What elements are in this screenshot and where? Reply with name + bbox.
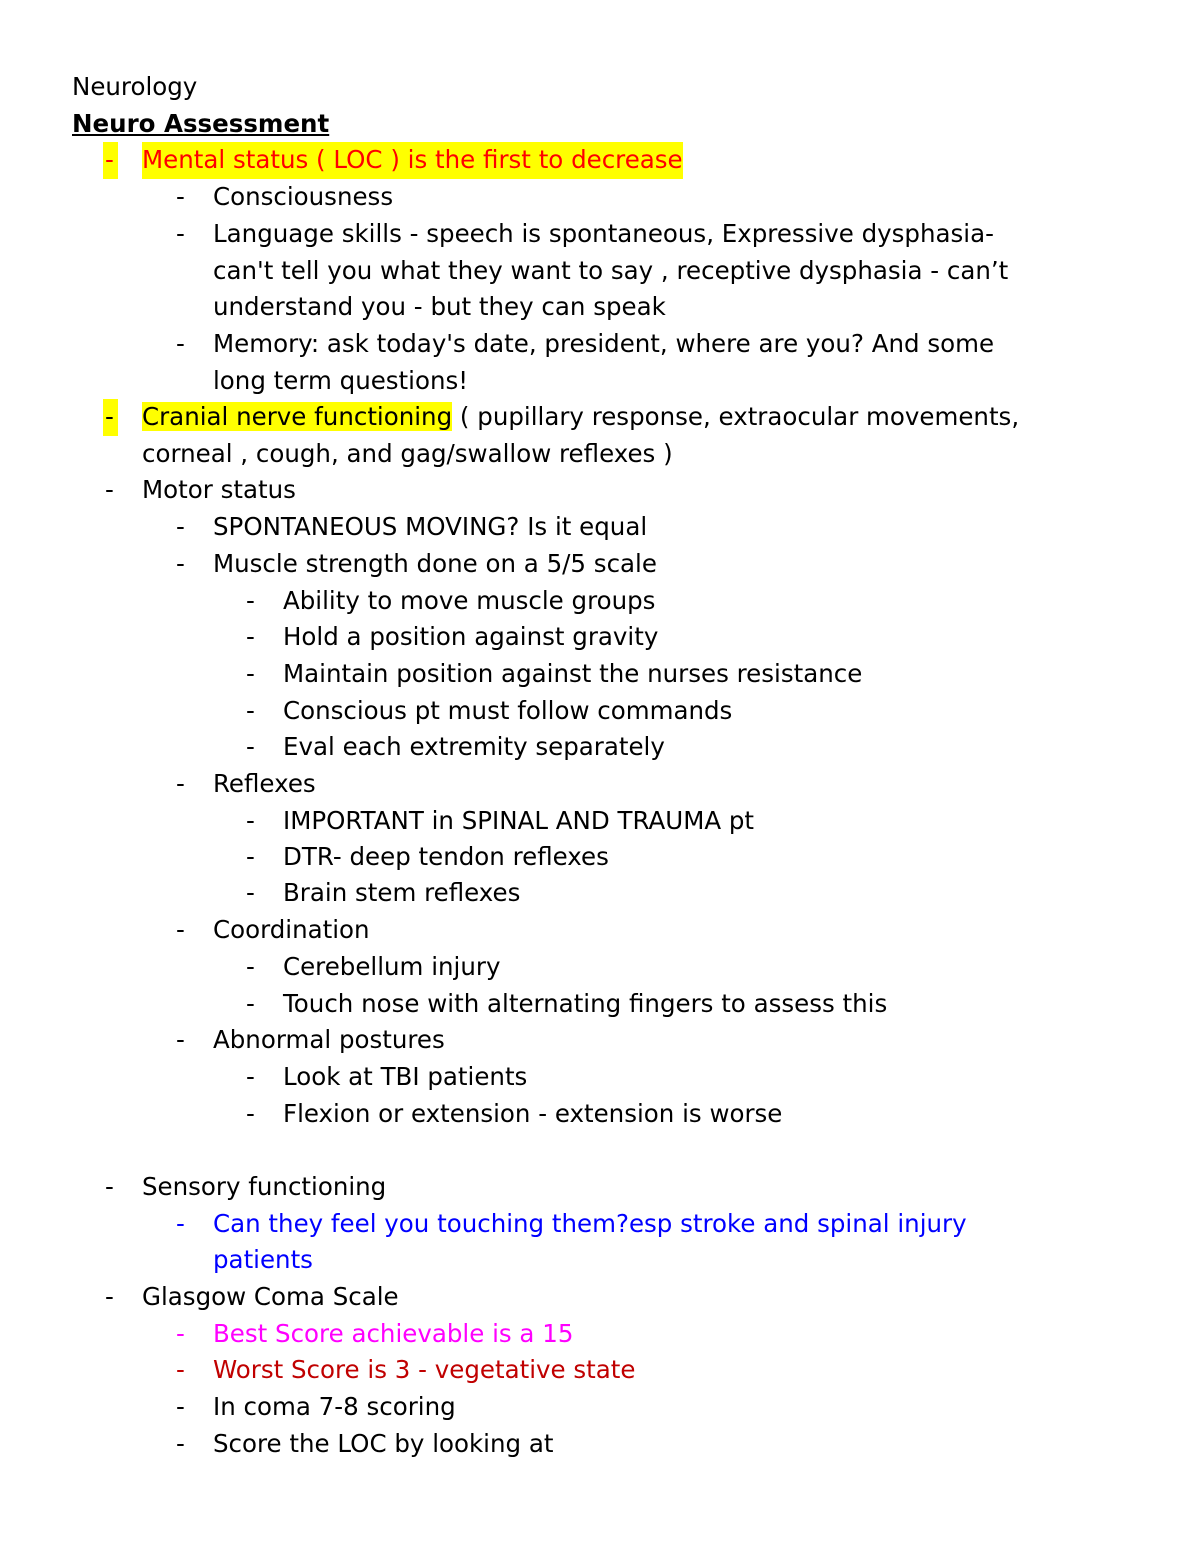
bullet-dash: - bbox=[103, 399, 118, 436]
bullet-dash: - bbox=[246, 586, 255, 615]
bullet-dash: - bbox=[246, 1099, 255, 1128]
bullet-dash: - bbox=[246, 696, 255, 725]
list-item-text: Motor status bbox=[142, 475, 296, 504]
bullet-dash: - bbox=[246, 952, 255, 981]
bullet-dash: - bbox=[176, 1319, 185, 1348]
bullet-dash: - bbox=[176, 769, 185, 798]
bullet-dash: - bbox=[176, 219, 185, 248]
bullet-dash: - bbox=[176, 1025, 185, 1054]
list-item-text: Eval each extremity separately bbox=[283, 732, 665, 761]
cranial-rest-text: ( pupillary response, extraocular movements, bbox=[452, 402, 1020, 431]
bullet-dash: - bbox=[176, 329, 185, 358]
list-item-text: can't tell you what they want to say , receptive dysphasia - can’t bbox=[213, 256, 1009, 285]
cranial-highlight-text: Cranial nerve functioning bbox=[142, 402, 453, 431]
list-item-text: Ability to move muscle groups bbox=[283, 586, 656, 615]
bullet-dash: - bbox=[246, 878, 255, 907]
list-item-text: Look at TBI patients bbox=[283, 1062, 528, 1091]
bullet-dash: - bbox=[176, 549, 185, 578]
list-item-text bbox=[142, 399, 1019, 436]
bullet-dash: - bbox=[176, 1209, 185, 1238]
bullet-dash: - bbox=[176, 1429, 185, 1458]
bullet-dash: - bbox=[246, 659, 255, 688]
list-item-text: In coma 7-8 scoring bbox=[213, 1392, 456, 1421]
document-heading: Neurology bbox=[72, 72, 198, 101]
list-item-text: Maintain position against the nurses resistance bbox=[283, 659, 863, 688]
list-item-text: corneal , cough, and gag/swallow reflexes ) bbox=[142, 439, 673, 468]
list-item-text: Conscious pt must follow commands bbox=[283, 696, 733, 725]
list-item-text: Abnormal postures bbox=[213, 1025, 445, 1054]
bullet-dash: - bbox=[105, 1172, 114, 1201]
list-item-text: Sensory functioning bbox=[142, 1172, 387, 1201]
bullet-dash: - bbox=[176, 915, 185, 944]
list-item-text: Score the LOC by looking at bbox=[213, 1429, 554, 1458]
list-item-text: Can they feel you touching them?esp stroke and spinal injury bbox=[213, 1209, 967, 1238]
bullet-dash: - bbox=[176, 182, 185, 211]
bullet-dash: - bbox=[246, 622, 255, 651]
list-item-text: Flexion or extension - extension is worse bbox=[283, 1099, 783, 1128]
list-item-text: SPONTANEOUS MOVING? Is it equal bbox=[213, 512, 648, 541]
list-item-text: IMPORTANT in SPINAL AND TRAUMA pt bbox=[283, 806, 755, 835]
mental-status-text: Mental status ( LOC ) is the first to decrease bbox=[142, 142, 683, 179]
list-item-text: long term questions! bbox=[213, 366, 469, 395]
list-item-text: Consciousness bbox=[213, 182, 394, 211]
list-item-text: Brain stem reflexes bbox=[283, 878, 521, 907]
bullet-dash: - bbox=[176, 1355, 185, 1384]
list-item-text: DTR- deep tendon reflexes bbox=[283, 842, 609, 871]
bullet-dash: - bbox=[246, 732, 255, 761]
list-item-text: Best Score achievable is a 15 bbox=[213, 1319, 574, 1348]
bullet-dash: - bbox=[246, 1062, 255, 1091]
list-item-text: understand you - but they can speak bbox=[213, 292, 666, 321]
list-item-text: Glasgow Coma Scale bbox=[142, 1282, 399, 1311]
bullet-dash: - bbox=[103, 142, 118, 179]
list-item-text: Cerebellum injury bbox=[283, 952, 501, 981]
list-item-text: Reflexes bbox=[213, 769, 316, 798]
bullet-dash: - bbox=[105, 475, 114, 504]
section-title: Neuro Assessment bbox=[72, 109, 330, 138]
bullet-dash: - bbox=[246, 806, 255, 835]
list-item-text: Worst Score is 3 - vegetative state bbox=[213, 1355, 636, 1384]
list-item-text: Memory: ask today's date, president, where are you? And some bbox=[213, 329, 995, 358]
list-item-text: Muscle strength done on a 5/5 scale bbox=[213, 549, 657, 578]
bullet-dash: - bbox=[176, 512, 185, 541]
list-item-text: patients bbox=[213, 1245, 313, 1274]
list-item-text: Touch nose with alternating fingers to assess this bbox=[283, 989, 888, 1018]
list-item-text: Language skills - speech is spontaneous, Expressive dysphasia- bbox=[213, 219, 994, 248]
bullet-dash: - bbox=[176, 1392, 185, 1421]
list-item-text: Hold a position against gravity bbox=[283, 622, 659, 651]
bullet-dash: - bbox=[246, 989, 255, 1018]
bullet-dash: - bbox=[105, 1282, 114, 1311]
list-item-text: Coordination bbox=[213, 915, 370, 944]
bullet-dash: - bbox=[246, 842, 255, 871]
